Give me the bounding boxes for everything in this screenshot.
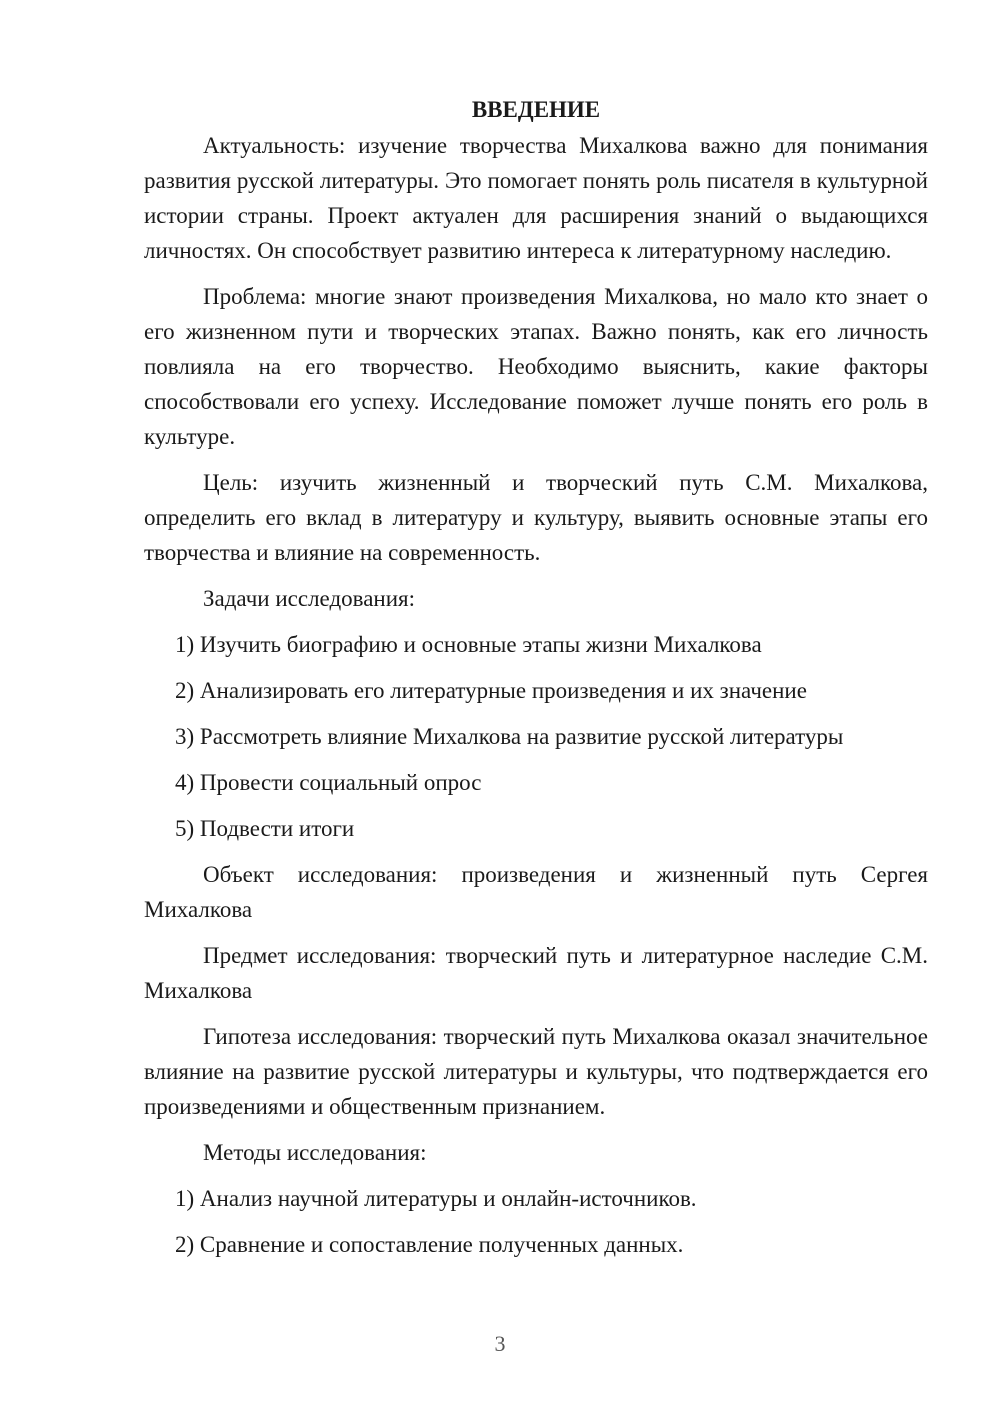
task-item: 3) Рассмотреть влияние Михалкова на развитие русской литературы bbox=[175, 724, 844, 749]
hypothesis-paragraph: Гипотеза исследования: творческий путь Михалкова оказал значительное влияние на развитие русской литературы и культуры, что подтверждается его произведениями и общественным признанием. bbox=[144, 1024, 928, 1119]
page-number: 3 bbox=[494, 1331, 506, 1356]
methods-heading: Методы исследования: bbox=[203, 1140, 427, 1165]
methods-list bbox=[144, 1181, 928, 1262]
subject-paragraph: Предмет исследования: творческий путь и литературное наследие С.М. Михалкова bbox=[144, 943, 928, 1003]
tasks-heading: Задачи исследования: bbox=[203, 586, 416, 611]
task-item: 1) Изучить биографию и основные этапы жизни Михалкова bbox=[175, 632, 762, 657]
object-paragraph: Объект исследования: произведения и жизненный путь Сергея Михалкова bbox=[144, 862, 928, 922]
section-title: ВВЕДЕНИЕ bbox=[471, 97, 601, 122]
task-item: 2) Анализировать его литературные произведения и их значение bbox=[175, 678, 807, 703]
document-page bbox=[144, 92, 928, 1273]
relevance-paragraph: Актуальность: изучение творчества Михалкова важно для понимания развития русской литературы. Это помогает понять роль писателя в культурной истории страны. Проект актуален для расширения знаний о выдающихся личностях. Он способствует развитию интереса к литературному наследию. bbox=[144, 133, 928, 263]
goal-paragraph: Цель: изучить жизненный и творческий путь С.М. Михалкова, определить его вклад в литературу и культуру, выявить основные этапы его творчества и влияние на современность. bbox=[144, 470, 928, 565]
method-item: 2) Сравнение и сопоставление полученных данных. bbox=[175, 1232, 684, 1257]
task-item: 5) Подвести итоги bbox=[175, 816, 355, 841]
task-item: 4) Провести социальный опрос bbox=[175, 770, 482, 795]
tasks-list bbox=[144, 627, 928, 846]
problem-paragraph: Проблема: многие знают произведения Михалкова, но мало кто знает о его жизненном пути и творческих этапах. Важно понять, как его личность повлияла на его творчество. Необходимо выяснить, какие факторы способствовали его успеху. Исследование поможет лучше понять его роль в культуре. bbox=[144, 284, 928, 449]
method-item: 1) Анализ научной литературы и онлайн-источников. bbox=[175, 1186, 697, 1211]
